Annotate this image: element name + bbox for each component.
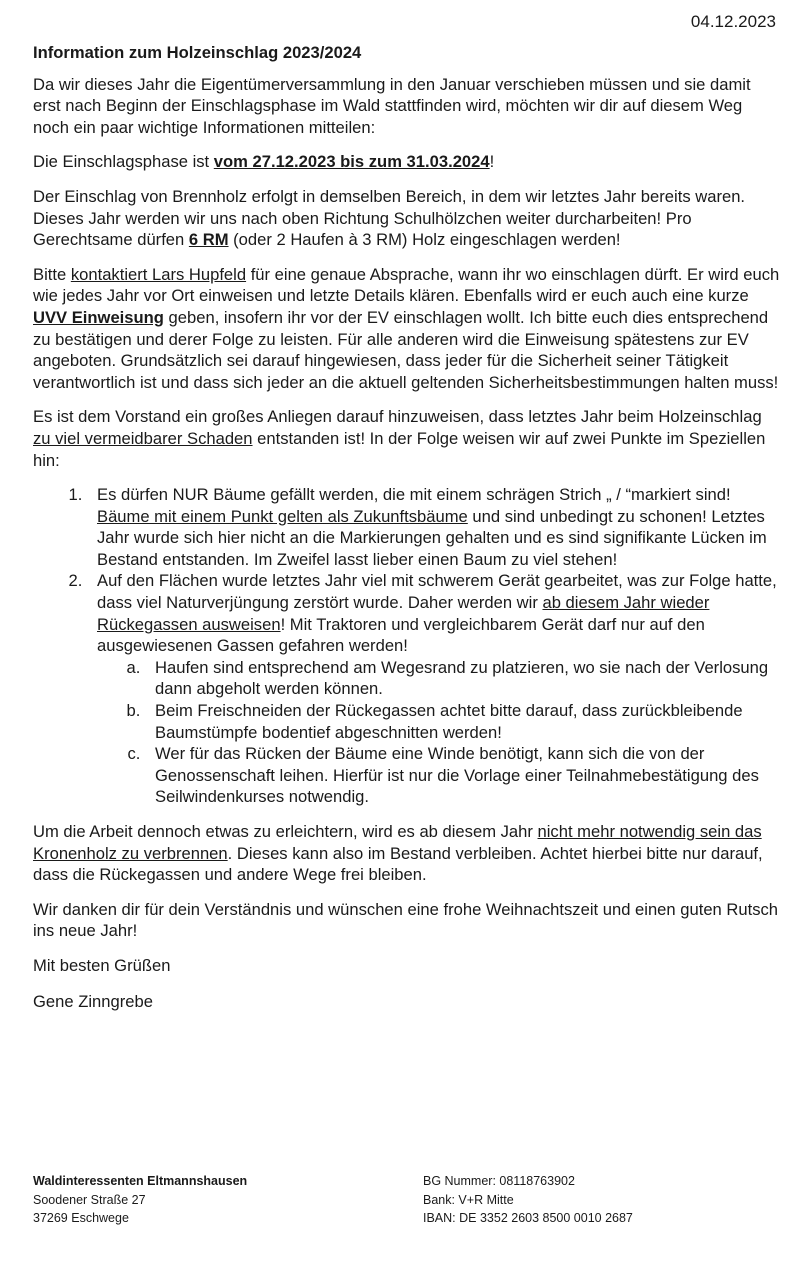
- contact-text-3: geben, insofern ihr vor der EV einschlagen wollt. Ich bitte euch dies entsprechend zu bestätigen und derer Folge zu leisten. Für alle anderen wird die Einweisung spätestens zur EV angeboten. Grundsätzlich sei darauf hingewiesen, dass jeder für die Sicherheit seiner Tätigkeit verantwortlich ist und dass sich jeder an die aktuell geltenden Sicherheitsbestimmungen halten muss!: [33, 307, 779, 392]
- closing-line: Mit besten Grüßen: [33, 955, 171, 975]
- phase-prefix: Die Einschlagsphase ist: [33, 152, 214, 172]
- footer-org-name: Waldinteressenten Eltmannshausen: [33, 1174, 248, 1188]
- footer-street: Soodener Straße 27: [33, 1192, 146, 1207]
- thanks-paragraph: Wir danken dir für dein Verständnis und wünschen eine frohe Weihnachtszeit und einen guten Rutsch ins neue Jahr!: [33, 899, 779, 941]
- item1-text-2: und sind unbedingt zu schonen! Letztes Jahr wurde sich hier nicht an die Markierungen gehalten und es sind signifikante Lücken im Bestand entstanden. Im Zweifel lasst lieber einen Baum zu viel stehen!: [97, 506, 767, 569]
- letter-body: [33, 42, 781, 1026]
- brennholz-text-2: (oder 2 Haufen à 3 RM) Holz eingeschlagen werden!: [228, 230, 621, 250]
- footer-bank-details: [423, 1172, 633, 1228]
- item1-highlight: Bäume mit einem Punkt gelten als Zukunftsbäume: [97, 506, 468, 526]
- damage-text-1: Es ist dem Vorstand ein großes Anliegen darauf hinzuweisen, dass letztes Jahr beim Holzeinschlag: [33, 407, 762, 427]
- item2-text-2: ! Mit Traktoren und vergleichbarem Gerät darf nur auf den ausgewiesenen Gassen gefahren werden!: [97, 614, 705, 656]
- sub-points-list: [97, 657, 781, 808]
- easier-paragraph: [33, 821, 781, 886]
- damage-text-2: entstanden ist! In der Folge weisen wir auf zwei Punkte im Speziellen hin:: [33, 428, 766, 470]
- footer-city: 37269 Eschwege: [33, 1211, 129, 1225]
- sub-list-item-a: a. Haufen sind entsprechend am Wegesrand zu platzieren, wo sie nach der Verlosung dann abgeholt werden können.: [145, 657, 781, 700]
- contact-text-2: für eine genaue Absprache, wann ihr wo einschlagen dürft. Er wird euch wie jedes Jahr vor Ort einweisen und letzte Details klären. Ebenfalls wird er euch auch eine kurze: [33, 264, 780, 306]
- brennholz-amount: 6 RM: [188, 230, 229, 250]
- easier-text-1: Um die Arbeit dennoch etwas zu erleichtern, wird es ab diesem Jahr: [33, 822, 538, 841]
- footer-address: [33, 1172, 247, 1228]
- contact-paragraph: [33, 264, 781, 394]
- points-list: [33, 484, 781, 808]
- letter-date: 04.12.2023: [690, 12, 776, 31]
- contact-text-1: Bitte: [33, 264, 71, 284]
- footer-bg-number: BG Nummer: 08118763902: [423, 1174, 575, 1188]
- damage-paragraph: [33, 406, 781, 471]
- list-item: [87, 570, 781, 808]
- damage-highlight: zu viel vermeidbarer Schaden: [33, 428, 253, 448]
- phase-paragraph: [33, 151, 781, 173]
- list-item: [87, 484, 781, 570]
- brennholz-paragraph: [33, 186, 781, 251]
- sub-list-item-b: b. Beim Freischneiden der Rückegassen achtet bitte darauf, dass zurückbleibende Baumstümpfe bodentief abgeschnitten werden!: [145, 700, 781, 743]
- footer-iban: IBAN: DE 3352 2603 8500 0010 2687: [423, 1211, 633, 1225]
- phase-dates: vom 27.12.2023 bis zum 31.03.2024: [213, 152, 490, 172]
- phase-suffix: !: [489, 152, 495, 172]
- intro-paragraph: Da wir dieses Jahr die Eigentümerversammlung in den Januar verschieben müssen und sie damit erst nach Beginn der Einschlagsphase im Wald stattfinden wird, möchten wir dir auf diesem Weg noch ein paar wichtige Informationen mitteilen:: [33, 74, 751, 137]
- easier-highlight: nicht mehr notwendig sein das Kronenholz zu verbrennen: [33, 822, 762, 863]
- item2-text-1: Auf den Flächen wurde letztes Jahr viel mit schwerem Gerät gearbeitet, was zur Folge hatte, dass viel Naturverjüngung zerstört wurde. Daher werden wir: [97, 571, 777, 613]
- easier-text-2: . Dieses kann also im Bestand verbleiben. Achtet hierbei bitte nur darauf, dass die Rückegassen und andere Wege frei bleiben.: [33, 843, 763, 885]
- sub-list-item-c: c. Wer für das Rücken der Bäume eine Winde benötigt, kann sich die von der Genossenschaft leihen. Hierfür ist nur die Vorlage einer Teilnahmebestätigung des Seilwindenkurses notwendig.: [145, 743, 781, 808]
- contact-person: kontaktiert Lars Hupfeld: [70, 264, 247, 284]
- signature-name: Gene Zinngrebe: [33, 991, 153, 1011]
- brennholz-text-1: Der Einschlag von Brennholz erfolgt in demselben Bereich, in dem wir letztes Jahr bereits waren. Dieses Jahr werden wir uns nach oben Richtung Schulhölzchen weiter durcharbeiten! Pro Gerechtsame dürfen: [33, 186, 746, 250]
- item1-text-1: Es dürfen NUR Bäume gefällt werden, die mit einem schrägen Strich „ / “markiert sind!: [97, 485, 731, 505]
- footer-bank: Bank: V+R Mitte: [423, 1192, 514, 1207]
- letter-title: Information zum Holzeinschlag 2023/2024: [33, 43, 362, 62]
- item2-highlight: ab diesem Jahr wieder Rückegassen ausweisen: [97, 593, 710, 634]
- uvv-instruction: UVV Einweisung: [33, 307, 164, 327]
